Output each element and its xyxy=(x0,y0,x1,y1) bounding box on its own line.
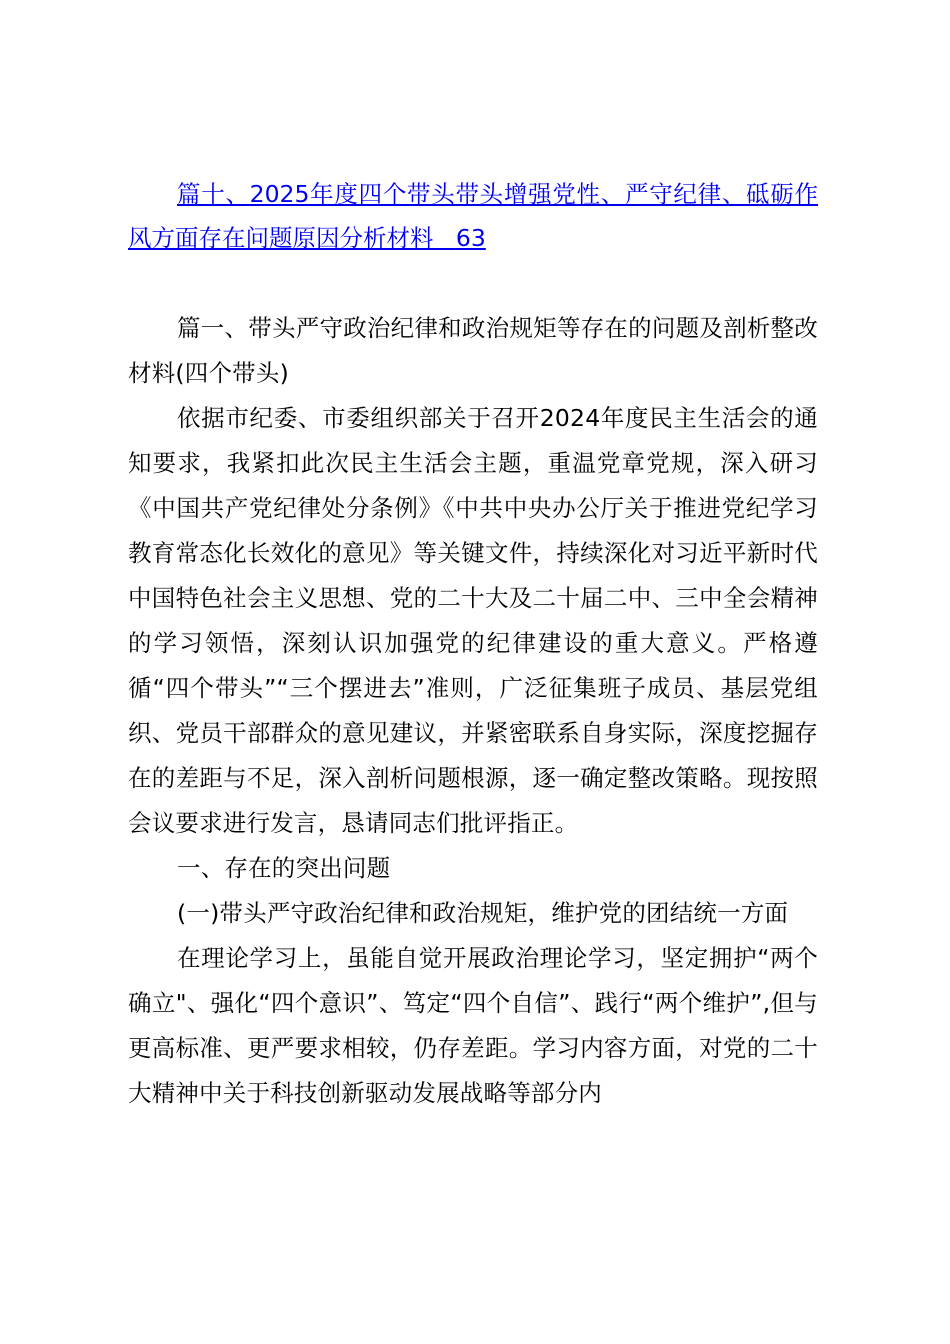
theory-study-paragraph: 在理论学习上，虽能自觉开展政治理论学习，坚定拥护“两个确立"、强化“四个意识”、笃定“四个自信”、践行“两个维护”,但与更高标准、更严要求相较，仍存差距。学习内容方面，对党的二十大精神中关于科技创新驱动发展战略等部分内 xyxy=(128,944,818,1107)
toc-entry-link[interactable] xyxy=(128,172,818,260)
document-body xyxy=(128,306,818,1116)
toc-entry-text[interactable]: 篇十、2025年度四个带头带头增强党性、严守纪律、砥砺作风方面存在问题原因分析材料 xyxy=(128,180,818,252)
toc-page-number[interactable]: 63 xyxy=(455,224,486,252)
subheading-political-discipline: (一)带头严守政治纪律和政治规矩，维护党的团结统一方面 xyxy=(177,899,789,927)
heading-existing-problems: 一、存在的突出问题 xyxy=(177,854,391,882)
intro-paragraph: 依据市纪委、市委组织部关于召开2024年度民主生活会的通知要求，我紧扣此次民主生活会主题，重温党章党规，深入研习《中国共产党纪律处分条例》《中共中央办公厅关于推进党纪学习教育常态化长效化的意见》等关键文件，持续深化对习近平新时代中国特色社会主义思想、党的二十大及二十届二中、三中全会精神的学习领悟，深刻认识加强党的纪律建设的重大意义。严格遵循“四个带头”“三个摆进去”准则，广泛征集班子成员、基层党组织、党员干部群众的意见建议，并紧密联系自身实际，深度挖掘存在的差距与不足，深入剖析问题根源，逐一确定整改策略。现按照会议要求进行发言，恳请同志们批评指正。 xyxy=(128,404,818,837)
section-title: 篇一、带头严守政治纪律和政治规矩等存在的问题及剖析整改材料(四个带头) xyxy=(128,314,818,387)
